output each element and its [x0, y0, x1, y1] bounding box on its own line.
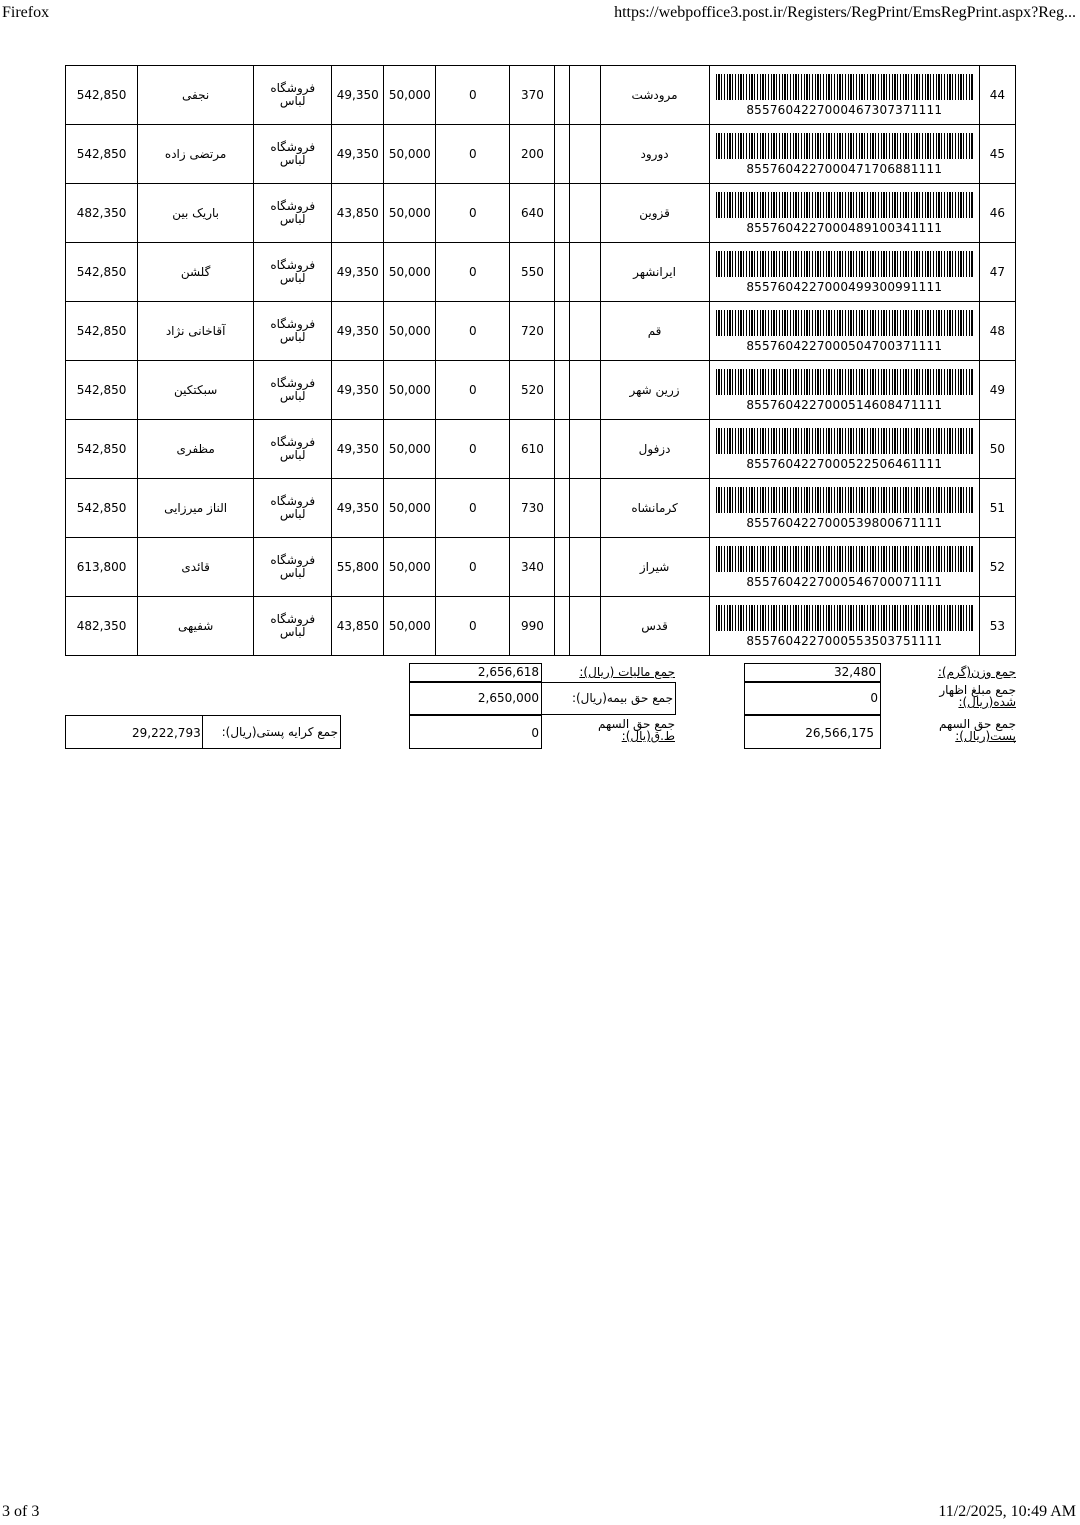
cell-sender-line2: لباس	[279, 625, 306, 639]
page-url: https://webpoffice3.post.ir/Registers/RegPrint/EmsRegPrint.aspx?Reg...	[614, 4, 1076, 21]
barcode-graphic	[716, 546, 973, 572]
barcode-graphic	[716, 428, 973, 454]
cell-sender-line1: فروشگاه	[270, 317, 316, 331]
cell-weight: 340	[510, 538, 555, 597]
barcode-graphic	[716, 605, 973, 631]
cell-city: دورود	[600, 125, 709, 184]
cell-sender-line1: فروشگاه	[270, 199, 316, 213]
cell-receiver-name: الناز میرزایی	[138, 479, 254, 538]
summary-declared-label-line2: شده(ریال):	[958, 695, 1016, 709]
summary-agent-share-label-line1: جمع حق السهم	[597, 717, 675, 731]
cell-total: 482,350	[66, 184, 138, 243]
cell-sender-line2: لباس	[279, 566, 306, 580]
summary-post-share-box	[744, 715, 881, 749]
barcode-number: 8557604227000522506461111	[746, 456, 943, 471]
cell-empty	[555, 597, 570, 656]
cell-sender	[254, 243, 332, 302]
cell-sender-line1: فروشگاه	[270, 494, 316, 508]
barcode-number: 8557604227000467307371111	[746, 102, 943, 117]
cell-receiver-name: باریک بین	[138, 184, 254, 243]
cell-sender-line2: لباس	[279, 94, 306, 108]
summary-agent-share-label-line2: ط.ق(یال):	[621, 729, 675, 743]
table-row	[66, 66, 1016, 125]
cell-row-number: 48	[979, 302, 1015, 361]
cell-row-number: 46	[979, 184, 1015, 243]
cell-empty	[570, 302, 600, 361]
registry-table	[65, 65, 1016, 656]
cell-sender-line1: فروشگاه	[270, 376, 316, 390]
cell-amount-b: 50,000	[384, 479, 436, 538]
cell-total: 613,800	[66, 538, 138, 597]
summary-tax-value: 2,656,618	[477, 665, 539, 679]
cell-amount-b: 50,000	[384, 420, 436, 479]
cell-weight: 720	[510, 302, 555, 361]
barcode-number: 8557604227000471706881111	[746, 161, 943, 176]
cell-weight: 730	[510, 479, 555, 538]
cell-sender-line2: لباس	[279, 448, 306, 462]
cell-row-number: 51	[979, 479, 1015, 538]
cell-amount-a: 55,800	[332, 538, 384, 597]
summary-postage-box	[65, 715, 341, 749]
cell-amount-b: 50,000	[384, 66, 436, 125]
summary-weight-label: جمع وزن(گرم):	[937, 665, 1016, 679]
table-row	[66, 420, 1016, 479]
cell-amount-a: 49,350	[332, 243, 384, 302]
summary-post-share-label	[939, 718, 1016, 742]
cell-sender-line1: فروشگاه	[270, 612, 316, 626]
cell-amount-a: 43,850	[332, 597, 384, 656]
cell-barcode	[709, 184, 979, 243]
cell-barcode	[709, 420, 979, 479]
cell-amount-c: 0	[436, 125, 510, 184]
table-row	[66, 125, 1016, 184]
cell-barcode	[709, 597, 979, 656]
cell-receiver-name: آقاخانی نژاد	[138, 302, 254, 361]
cell-row-number: 44	[979, 66, 1015, 125]
cell-amount-a: 43,850	[332, 184, 384, 243]
cell-sender-line2: لباس	[279, 330, 306, 344]
cell-receiver-name: مظفری	[138, 420, 254, 479]
cell-city: قم	[600, 302, 709, 361]
cell-city: مرودشت	[600, 66, 709, 125]
cell-sender	[254, 302, 332, 361]
table-row	[66, 361, 1016, 420]
cell-total: 542,850	[66, 479, 138, 538]
cell-city: دزفول	[600, 420, 709, 479]
cell-row-number: 45	[979, 125, 1015, 184]
cell-receiver-name: قائدی	[138, 538, 254, 597]
cell-barcode	[709, 479, 979, 538]
cell-empty	[555, 66, 570, 125]
cell-empty	[570, 597, 600, 656]
summary-post-share-value: 26,566,175	[805, 726, 874, 740]
cell-city: شیراز	[600, 538, 709, 597]
cell-amount-c: 0	[436, 361, 510, 420]
table-row	[66, 479, 1016, 538]
cell-weight: 200	[510, 125, 555, 184]
barcode-graphic	[716, 487, 973, 513]
cell-weight: 520	[510, 361, 555, 420]
cell-amount-c: 0	[436, 243, 510, 302]
cell-total: 482,350	[66, 597, 138, 656]
barcode-number: 8557604227000489100341111	[746, 220, 943, 235]
cell-row-number: 53	[979, 597, 1015, 656]
cell-amount-a: 49,350	[332, 361, 384, 420]
cell-amount-c: 0	[436, 420, 510, 479]
summary-insurance-label: جمع حق بیمه(ریال):	[571, 691, 673, 705]
summary-post-share-label-line2: پست(ریال):	[955, 729, 1016, 743]
cell-sender-line1: فروشگاه	[270, 81, 316, 95]
cell-amount-b: 50,000	[384, 184, 436, 243]
cell-sender-line2: لباس	[279, 271, 306, 285]
cell-sender	[254, 184, 332, 243]
cell-row-number: 47	[979, 243, 1015, 302]
summary-weight-value: 32,480	[834, 665, 876, 679]
barcode-number: 8557604227000539800671111	[746, 515, 943, 530]
cell-amount-b: 50,000	[384, 597, 436, 656]
cell-amount-a: 49,350	[332, 125, 384, 184]
cell-amount-b: 50,000	[384, 243, 436, 302]
page-counter: 3 of 3	[2, 1503, 40, 1520]
cell-sender-line2: لباس	[279, 153, 306, 167]
summary-declared-label	[939, 684, 1016, 708]
barcode-number: 8557604227000553503751111	[746, 633, 943, 648]
barcode-number: 8557604227000504700371111	[746, 338, 943, 353]
cell-barcode	[709, 361, 979, 420]
cell-weight: 550	[510, 243, 555, 302]
summary-agent-share-box	[409, 715, 542, 749]
table-row	[66, 302, 1016, 361]
cell-amount-c: 0	[436, 66, 510, 125]
cell-sender	[254, 125, 332, 184]
cell-city: کرمانشاه	[600, 479, 709, 538]
cell-sender-line1: فروشگاه	[270, 140, 316, 154]
summary-agent-share-label	[598, 718, 675, 742]
cell-barcode	[709, 66, 979, 125]
summary-postage-divider	[202, 716, 203, 748]
cell-amount-c: 0	[436, 302, 510, 361]
cell-total: 542,850	[66, 302, 138, 361]
cell-empty	[570, 184, 600, 243]
cell-amount-b: 50,000	[384, 125, 436, 184]
cell-amount-c: 0	[436, 538, 510, 597]
cell-sender	[254, 420, 332, 479]
cell-weight: 370	[510, 66, 555, 125]
summary-post-share-label-line1: جمع حق السهم	[938, 717, 1016, 731]
cell-receiver-name: مرتضی زاده	[138, 125, 254, 184]
cell-receiver-name: شفیهی	[138, 597, 254, 656]
browser-name: Firefox	[2, 4, 50, 21]
cell-total: 542,850	[66, 420, 138, 479]
print-datetime: 11/2/2025, 10:49 AM	[938, 1503, 1076, 1520]
table-row	[66, 597, 1016, 656]
cell-weight: 640	[510, 184, 555, 243]
cell-sender-line2: لباس	[279, 212, 306, 226]
summary-weight-box	[744, 663, 881, 682]
barcode-graphic	[716, 74, 973, 100]
cell-empty	[555, 243, 570, 302]
cell-empty	[555, 125, 570, 184]
cell-amount-a: 49,350	[332, 420, 384, 479]
summary-insurance-label-box	[541, 682, 676, 715]
cell-city: قزوین	[600, 184, 709, 243]
barcode-graphic	[716, 369, 973, 395]
cell-sender-line1: فروشگاه	[270, 553, 316, 567]
cell-empty	[555, 302, 570, 361]
summary-declared-box	[744, 682, 881, 715]
cell-receiver-name: گلشن	[138, 243, 254, 302]
summary-tax-box	[409, 663, 542, 682]
summary-agent-share-value: 0	[531, 726, 539, 740]
table-row	[66, 243, 1016, 302]
barcode-graphic	[716, 192, 973, 218]
cell-empty	[570, 125, 600, 184]
summary-tax-label: جمع مالیات (ریال):	[579, 665, 675, 679]
cell-empty	[570, 538, 600, 597]
cell-barcode	[709, 302, 979, 361]
table-row	[66, 184, 1016, 243]
cell-amount-a: 49,350	[332, 479, 384, 538]
cell-empty	[570, 243, 600, 302]
cell-sender-line1: فروشگاه	[270, 435, 316, 449]
cell-empty	[555, 420, 570, 479]
summary-postage-value: 29,222,793	[132, 726, 201, 740]
summary-postage-label: جمع کرایه پستی(ریال):	[221, 725, 338, 739]
cell-amount-a: 49,350	[332, 66, 384, 125]
cell-receiver-name: نجفی	[138, 66, 254, 125]
cell-sender-line2: لباس	[279, 389, 306, 403]
cell-empty	[570, 66, 600, 125]
barcode-number: 8557604227000499300991111	[746, 279, 943, 294]
summary-declared-value: 0	[870, 691, 878, 705]
cell-total: 542,850	[66, 125, 138, 184]
cell-city: ایرانشهر	[600, 243, 709, 302]
cell-empty	[570, 479, 600, 538]
cell-empty	[570, 420, 600, 479]
cell-barcode	[709, 243, 979, 302]
summary-insurance-box	[409, 682, 542, 715]
cell-amount-b: 50,000	[384, 361, 436, 420]
cell-row-number: 49	[979, 361, 1015, 420]
cell-empty	[555, 184, 570, 243]
cell-city: زرین شهر	[600, 361, 709, 420]
cell-amount-b: 50,000	[384, 302, 436, 361]
cell-amount-c: 0	[436, 597, 510, 656]
table-row	[66, 538, 1016, 597]
cell-sender-line2: لباس	[279, 507, 306, 521]
cell-barcode	[709, 538, 979, 597]
cell-barcode	[709, 125, 979, 184]
cell-amount-c: 0	[436, 479, 510, 538]
cell-city: قدس	[600, 597, 709, 656]
cell-empty	[555, 479, 570, 538]
cell-empty	[570, 361, 600, 420]
barcode-graphic	[716, 251, 973, 277]
barcode-number: 8557604227000514608471111	[746, 397, 943, 412]
barcode-graphic	[716, 310, 973, 336]
cell-receiver-name: سبکتکین	[138, 361, 254, 420]
cell-weight: 990	[510, 597, 555, 656]
cell-sender	[254, 538, 332, 597]
cell-amount-b: 50,000	[384, 538, 436, 597]
cell-total: 542,850	[66, 243, 138, 302]
cell-sender	[254, 479, 332, 538]
cell-amount-c: 0	[436, 184, 510, 243]
summary-declared-label-line1: جمع مبلغ اظهار	[939, 683, 1016, 697]
cell-empty	[555, 361, 570, 420]
cell-total: 542,850	[66, 66, 138, 125]
summary-insurance-value: 2,650,000	[477, 691, 539, 705]
cell-weight: 610	[510, 420, 555, 479]
barcode-graphic	[716, 133, 973, 159]
barcode-number: 8557604227000546700071111	[746, 574, 943, 589]
cell-sender-line1: فروشگاه	[270, 258, 316, 272]
cell-sender	[254, 597, 332, 656]
cell-empty	[555, 538, 570, 597]
cell-row-number: 52	[979, 538, 1015, 597]
cell-total: 542,850	[66, 361, 138, 420]
cell-amount-a: 49,350	[332, 302, 384, 361]
cell-sender	[254, 361, 332, 420]
cell-row-number: 50	[979, 420, 1015, 479]
cell-sender	[254, 66, 332, 125]
